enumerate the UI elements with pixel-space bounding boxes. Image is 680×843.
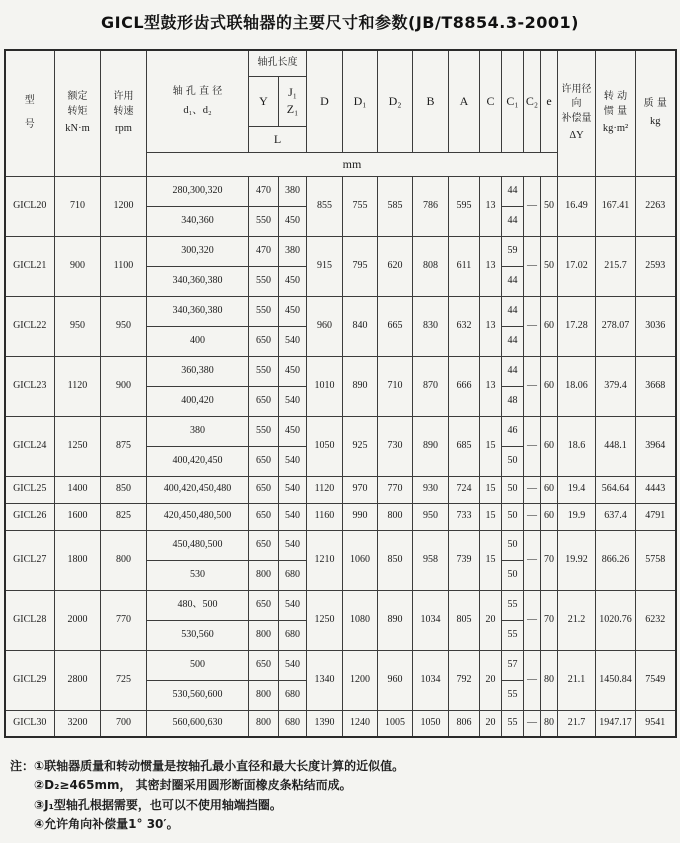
cell-C1: 55 bbox=[502, 590, 524, 620]
cell-JZ: 450 bbox=[279, 266, 307, 296]
cell-C: 20 bbox=[480, 590, 502, 650]
cell-D: 1250 bbox=[307, 590, 343, 650]
cell-bores: 340,360 bbox=[147, 206, 249, 236]
table-row bbox=[5, 236, 676, 266]
cell-Y: 470 bbox=[249, 236, 279, 266]
cell-D1: 755 bbox=[343, 176, 378, 236]
cell-D2: 1005 bbox=[378, 710, 413, 737]
cell-inertia: 637.4 bbox=[596, 503, 636, 530]
cell-speed: 770 bbox=[101, 590, 147, 650]
cell-C1: 48 bbox=[502, 386, 524, 416]
cell-dY: 17.28 bbox=[558, 296, 596, 356]
header-line: 型 bbox=[24, 94, 35, 106]
cell-bores: 380 bbox=[147, 416, 249, 446]
cell-C2: — bbox=[524, 296, 541, 356]
table-row bbox=[5, 476, 676, 503]
cell-D: 1010 bbox=[307, 356, 343, 416]
notes-label: 注： bbox=[10, 759, 35, 773]
cell-Y: 800 bbox=[249, 560, 279, 590]
cell-bores: 500 bbox=[147, 650, 249, 680]
cell-e: 80 bbox=[541, 650, 558, 710]
cell-C2: — bbox=[524, 710, 541, 737]
col-header-D: D bbox=[307, 50, 343, 152]
cell-JZ: 680 bbox=[279, 710, 307, 737]
cell-B: 1034 bbox=[413, 590, 449, 650]
cell-torque: 950 bbox=[55, 296, 101, 356]
cell-model: GICL30 bbox=[5, 710, 55, 737]
cell-D2: 850 bbox=[378, 530, 413, 590]
cell-C1: 44 bbox=[502, 266, 524, 296]
header-line: d₁、d₂ bbox=[183, 104, 212, 116]
cell-C2: — bbox=[524, 176, 541, 236]
note-item: ②D₂≥465mm， 其密封圈采用圆形断面橡皮条粘结而成。 bbox=[34, 778, 352, 793]
cell-C1: 44 bbox=[502, 296, 524, 326]
cell-D2: 890 bbox=[378, 590, 413, 650]
cell-D2: 800 bbox=[378, 503, 413, 530]
cell-C2: — bbox=[524, 650, 541, 710]
cell-bores: 400,420,450,480 bbox=[147, 476, 249, 503]
cell-B: 930 bbox=[413, 476, 449, 503]
cell-D: 1050 bbox=[307, 416, 343, 476]
col-header-bore-diameter bbox=[147, 50, 249, 152]
cell-speed: 1200 bbox=[101, 176, 147, 236]
cell-D1: 925 bbox=[343, 416, 378, 476]
cell-e: 60 bbox=[541, 476, 558, 503]
cell-speed: 875 bbox=[101, 416, 147, 476]
cell-C2: — bbox=[524, 236, 541, 296]
header-line: 额定 bbox=[67, 91, 88, 103]
cell-A: 792 bbox=[449, 650, 480, 710]
cell-speed: 950 bbox=[101, 296, 147, 356]
cell-D2: 710 bbox=[378, 356, 413, 416]
cell-D2: 665 bbox=[378, 296, 413, 356]
cell-Y: 650 bbox=[249, 386, 279, 416]
cell-e: 50 bbox=[541, 176, 558, 236]
cell-C: 15 bbox=[480, 503, 502, 530]
notes-items bbox=[34, 757, 404, 835]
cell-Y: 800 bbox=[249, 680, 279, 710]
cell-bores: 300,320 bbox=[147, 236, 249, 266]
col-header-inertia bbox=[596, 50, 636, 176]
col-header-B: B bbox=[413, 50, 449, 152]
col-header-L: L bbox=[249, 126, 307, 152]
cell-torque: 710 bbox=[55, 176, 101, 236]
cell-mass: 5758 bbox=[636, 530, 676, 590]
table-row bbox=[5, 356, 676, 386]
cell-C2: — bbox=[524, 503, 541, 530]
table-rows bbox=[5, 176, 676, 737]
cell-B: 1050 bbox=[413, 710, 449, 737]
cell-C2: — bbox=[524, 416, 541, 476]
cell-JZ: 680 bbox=[279, 560, 307, 590]
cell-e: 70 bbox=[541, 530, 558, 590]
cell-model: GICL28 bbox=[5, 590, 55, 650]
cell-C1: 44 bbox=[502, 356, 524, 386]
cell-C: 20 bbox=[480, 710, 502, 737]
col-header-mass bbox=[636, 50, 676, 176]
header-unit: kg·m² bbox=[602, 123, 629, 135]
cell-inertia: 215.7 bbox=[596, 236, 636, 296]
cell-bores: 530 bbox=[147, 560, 249, 590]
cell-D2: 585 bbox=[378, 176, 413, 236]
col-header-bore-length: 轴孔长度 bbox=[249, 50, 307, 76]
cell-Y: 550 bbox=[249, 266, 279, 296]
cell-Y: 470 bbox=[249, 176, 279, 206]
header-line: 许用径向 bbox=[561, 83, 592, 110]
unit-cell-mm: mm bbox=[147, 152, 558, 176]
cell-D: 1160 bbox=[307, 503, 343, 530]
cell-C1: 44 bbox=[502, 326, 524, 356]
cell-speed: 700 bbox=[101, 710, 147, 737]
cell-inertia: 167.41 bbox=[596, 176, 636, 236]
cell-C1: 50 bbox=[502, 476, 524, 503]
cell-Y: 550 bbox=[249, 416, 279, 446]
cell-torque: 1600 bbox=[55, 503, 101, 530]
cell-model: GICL25 bbox=[5, 476, 55, 503]
cell-dY: 21.7 bbox=[558, 710, 596, 737]
cell-inertia: 1947.17 bbox=[596, 710, 636, 737]
cell-model: GICL23 bbox=[5, 356, 55, 416]
cell-C1: 44 bbox=[502, 176, 524, 206]
cell-mass: 6232 bbox=[636, 590, 676, 650]
cell-C1: 57 bbox=[502, 650, 524, 680]
cell-bores: 480、500 bbox=[147, 590, 249, 620]
table-row bbox=[5, 416, 676, 446]
cell-speed: 1100 bbox=[101, 236, 147, 296]
cell-C1: 50 bbox=[502, 530, 524, 560]
cell-mass: 3964 bbox=[636, 416, 676, 476]
cell-A: 724 bbox=[449, 476, 480, 503]
cell-C1: 50 bbox=[502, 446, 524, 476]
cell-A: 685 bbox=[449, 416, 480, 476]
cell-torque: 2000 bbox=[55, 590, 101, 650]
cell-C1: 46 bbox=[502, 416, 524, 446]
header-line: Z₁ bbox=[286, 102, 299, 116]
col-header-J1Z1 bbox=[279, 76, 307, 126]
cell-inertia: 379.4 bbox=[596, 356, 636, 416]
cell-JZ: 540 bbox=[279, 386, 307, 416]
note-item: ①联轴器质量和转动惯量是按轴孔最小直径和最大长度计算的近似值。 bbox=[34, 759, 405, 773]
cell-torque: 1800 bbox=[55, 530, 101, 590]
cell-C1: 50 bbox=[502, 503, 524, 530]
cell-C: 13 bbox=[480, 236, 502, 296]
cell-A: 739 bbox=[449, 530, 480, 590]
cell-model: GICL26 bbox=[5, 503, 55, 530]
cell-D: 960 bbox=[307, 296, 343, 356]
cell-C: 13 bbox=[480, 176, 502, 236]
cell-speed: 725 bbox=[101, 650, 147, 710]
cell-inertia: 866.26 bbox=[596, 530, 636, 590]
cell-Y: 650 bbox=[249, 650, 279, 680]
cell-dY: 18.6 bbox=[558, 416, 596, 476]
cell-bores: 280,300,320 bbox=[147, 176, 249, 206]
cell-JZ: 450 bbox=[279, 356, 307, 386]
cell-torque: 1400 bbox=[55, 476, 101, 503]
cell-C1: 50 bbox=[502, 560, 524, 590]
cell-bores: 530,560 bbox=[147, 620, 249, 650]
cell-B: 808 bbox=[413, 236, 449, 296]
cell-D: 855 bbox=[307, 176, 343, 236]
header-unit: rpm bbox=[115, 123, 132, 135]
table-row bbox=[5, 710, 676, 737]
header-line: 补偿量 bbox=[561, 112, 592, 124]
cell-C: 15 bbox=[480, 530, 502, 590]
col-header-C: C bbox=[480, 50, 502, 152]
cell-JZ: 450 bbox=[279, 296, 307, 326]
cell-C: 13 bbox=[480, 296, 502, 356]
cell-C: 15 bbox=[480, 416, 502, 476]
cell-speed: 900 bbox=[101, 356, 147, 416]
cell-e: 60 bbox=[541, 416, 558, 476]
table-row bbox=[5, 590, 676, 620]
cell-A: 666 bbox=[449, 356, 480, 416]
cell-JZ: 540 bbox=[279, 476, 307, 503]
cell-torque: 1120 bbox=[55, 356, 101, 416]
cell-torque: 900 bbox=[55, 236, 101, 296]
cell-D1: 1200 bbox=[343, 650, 378, 710]
cell-e: 70 bbox=[541, 590, 558, 650]
cell-JZ: 680 bbox=[279, 680, 307, 710]
cell-e: 50 bbox=[541, 236, 558, 296]
col-header-radial-compensation bbox=[558, 50, 596, 176]
cell-C: 13 bbox=[480, 356, 502, 416]
header-unit: kg bbox=[650, 115, 661, 127]
cell-D: 1210 bbox=[307, 530, 343, 590]
cell-dY: 21.1 bbox=[558, 650, 596, 710]
cell-JZ: 680 bbox=[279, 620, 307, 650]
cell-mass: 9541 bbox=[636, 710, 676, 737]
cell-inertia: 564.64 bbox=[596, 476, 636, 503]
cell-bores: 340,360,380 bbox=[147, 296, 249, 326]
cell-Y: 650 bbox=[249, 476, 279, 503]
cell-D1: 970 bbox=[343, 476, 378, 503]
cell-C1: 44 bbox=[502, 206, 524, 236]
header-unit: kN·m bbox=[65, 123, 90, 135]
cell-inertia: 1450.84 bbox=[596, 650, 636, 710]
table-row bbox=[5, 530, 676, 560]
cell-C2: — bbox=[524, 590, 541, 650]
cell-A: 595 bbox=[449, 176, 480, 236]
cell-Y: 800 bbox=[249, 620, 279, 650]
header-line: 质 量 bbox=[643, 98, 667, 110]
header-row-1 bbox=[5, 50, 676, 76]
cell-dY: 19.92 bbox=[558, 530, 596, 590]
cell-D2: 620 bbox=[378, 236, 413, 296]
cell-A: 806 bbox=[449, 710, 480, 737]
cell-B: 1034 bbox=[413, 650, 449, 710]
cell-C1: 55 bbox=[502, 620, 524, 650]
cell-model: GICL24 bbox=[5, 416, 55, 476]
cell-e: 60 bbox=[541, 356, 558, 416]
cell-D: 1120 bbox=[307, 476, 343, 503]
cell-A: 733 bbox=[449, 503, 480, 530]
col-header-Y: Y bbox=[249, 76, 279, 126]
col-header-A: A bbox=[449, 50, 480, 152]
cell-mass: 3668 bbox=[636, 356, 676, 416]
cell-Y: 550 bbox=[249, 296, 279, 326]
cell-bores: 420,450,480,500 bbox=[147, 503, 249, 530]
cell-B: 786 bbox=[413, 176, 449, 236]
cell-dY: 17.02 bbox=[558, 236, 596, 296]
cell-D: 1340 bbox=[307, 650, 343, 710]
col-header-C1: C₁ bbox=[502, 50, 524, 152]
cell-speed: 800 bbox=[101, 530, 147, 590]
cell-Y: 550 bbox=[249, 356, 279, 386]
cell-JZ: 450 bbox=[279, 206, 307, 236]
cell-e: 60 bbox=[541, 296, 558, 356]
header-line: 转速 bbox=[113, 105, 134, 117]
cell-inertia: 1020.76 bbox=[596, 590, 636, 650]
col-header-speed bbox=[101, 50, 147, 176]
header-line: 许用 bbox=[113, 91, 134, 103]
cell-B: 890 bbox=[413, 416, 449, 476]
cell-JZ: 540 bbox=[279, 446, 307, 476]
table-row bbox=[5, 176, 676, 206]
cell-Y: 650 bbox=[249, 590, 279, 620]
cell-D1: 990 bbox=[343, 503, 378, 530]
cell-e: 60 bbox=[541, 503, 558, 530]
cell-A: 632 bbox=[449, 296, 480, 356]
cell-D1: 840 bbox=[343, 296, 378, 356]
page-title: GICL型鼓形齿式联轴器的主要尺寸和参数(JB/T8854.3-2001) bbox=[101, 13, 579, 32]
cell-JZ: 540 bbox=[279, 530, 307, 560]
cell-C1: 59 bbox=[502, 236, 524, 266]
cell-JZ: 540 bbox=[279, 650, 307, 680]
header-line: 惯 量 bbox=[603, 105, 628, 117]
spec-table bbox=[4, 49, 677, 738]
cell-B: 958 bbox=[413, 530, 449, 590]
table-row bbox=[5, 503, 676, 530]
cell-model: GICL29 bbox=[5, 650, 55, 710]
cell-dY: 19.4 bbox=[558, 476, 596, 503]
col-header-C2: C₂ bbox=[524, 50, 541, 152]
cell-bores: 560,600,630 bbox=[147, 710, 249, 737]
col-header-D1: D₁ bbox=[343, 50, 378, 152]
cell-D: 1390 bbox=[307, 710, 343, 737]
cell-speed: 825 bbox=[101, 503, 147, 530]
cell-D1: 1240 bbox=[343, 710, 378, 737]
cell-C2: — bbox=[524, 476, 541, 503]
cell-Y: 550 bbox=[249, 206, 279, 236]
cell-mass: 7549 bbox=[636, 650, 676, 710]
cell-D1: 890 bbox=[343, 356, 378, 416]
cell-mass: 4791 bbox=[636, 503, 676, 530]
header-line: J₁ bbox=[288, 84, 297, 99]
cell-JZ: 380 bbox=[279, 176, 307, 206]
cell-bores: 360,380 bbox=[147, 356, 249, 386]
cell-D2: 730 bbox=[378, 416, 413, 476]
cell-B: 950 bbox=[413, 503, 449, 530]
cell-model: GICL20 bbox=[5, 176, 55, 236]
cell-Y: 800 bbox=[249, 710, 279, 737]
cell-dY: 16.49 bbox=[558, 176, 596, 236]
notes-block bbox=[10, 757, 680, 835]
cell-A: 611 bbox=[449, 236, 480, 296]
cell-C2: — bbox=[524, 356, 541, 416]
cell-bores: 450,480,500 bbox=[147, 530, 249, 560]
cell-mass: 3036 bbox=[636, 296, 676, 356]
cell-Y: 650 bbox=[249, 446, 279, 476]
cell-model: GICL27 bbox=[5, 530, 55, 590]
cell-Y: 650 bbox=[249, 503, 279, 530]
cell-C1: 55 bbox=[502, 710, 524, 737]
cell-JZ: 540 bbox=[279, 503, 307, 530]
cell-dY: 18.06 bbox=[558, 356, 596, 416]
header-unit: ΔY bbox=[569, 130, 584, 142]
col-header-model bbox=[5, 50, 55, 176]
header-line: 轴 孔 直 径 bbox=[172, 86, 223, 98]
cell-B: 870 bbox=[413, 356, 449, 416]
cell-inertia: 448.1 bbox=[596, 416, 636, 476]
cell-D1: 1080 bbox=[343, 590, 378, 650]
cell-Y: 650 bbox=[249, 530, 279, 560]
cell-mass: 2263 bbox=[636, 176, 676, 236]
cell-C: 20 bbox=[480, 650, 502, 710]
table-row bbox=[5, 296, 676, 326]
table-header bbox=[5, 50, 676, 176]
cell-bores: 400,420,450 bbox=[147, 446, 249, 476]
cell-JZ: 540 bbox=[279, 590, 307, 620]
cell-JZ: 450 bbox=[279, 416, 307, 446]
cell-model: GICL22 bbox=[5, 296, 55, 356]
cell-torque: 1250 bbox=[55, 416, 101, 476]
note-item: ④允许角向补偿量1° 30′。 bbox=[34, 817, 179, 832]
cell-D2: 770 bbox=[378, 476, 413, 503]
table-row bbox=[5, 650, 676, 680]
header-line: 号 bbox=[24, 119, 35, 131]
cell-A: 805 bbox=[449, 590, 480, 650]
cell-C: 15 bbox=[480, 476, 502, 503]
cell-JZ: 540 bbox=[279, 326, 307, 356]
cell-Y: 650 bbox=[249, 326, 279, 356]
cell-D1: 1060 bbox=[343, 530, 378, 590]
cell-inertia: 278.07 bbox=[596, 296, 636, 356]
header-line: 转 动 bbox=[603, 91, 628, 103]
note-item: ③J₁型轴孔根据需要，也可以不使用轴端挡圈。 bbox=[34, 797, 282, 812]
cell-C1: 55 bbox=[502, 680, 524, 710]
cell-D1: 795 bbox=[343, 236, 378, 296]
cell-mass: 2593 bbox=[636, 236, 676, 296]
cell-bores: 400 bbox=[147, 326, 249, 356]
col-header-e: e bbox=[541, 50, 558, 152]
col-header-torque bbox=[55, 50, 101, 176]
cell-torque: 3200 bbox=[55, 710, 101, 737]
cell-B: 830 bbox=[413, 296, 449, 356]
cell-JZ: 380 bbox=[279, 236, 307, 266]
cell-bores: 340,360,380 bbox=[147, 266, 249, 296]
cell-dY: 21.2 bbox=[558, 590, 596, 650]
cell-D2: 960 bbox=[378, 650, 413, 710]
cell-bores: 400,420 bbox=[147, 386, 249, 416]
header-line: 转矩 bbox=[67, 105, 88, 117]
cell-bores: 530,560,600 bbox=[147, 680, 249, 710]
cell-torque: 2800 bbox=[55, 650, 101, 710]
cell-model: GICL21 bbox=[5, 236, 55, 296]
cell-speed: 850 bbox=[101, 476, 147, 503]
col-header-D2: D₂ bbox=[378, 50, 413, 152]
cell-D: 915 bbox=[307, 236, 343, 296]
cell-dY: 19.9 bbox=[558, 503, 596, 530]
cell-C2: — bbox=[524, 530, 541, 590]
cell-mass: 4443 bbox=[636, 476, 676, 503]
cell-e: 80 bbox=[541, 710, 558, 737]
